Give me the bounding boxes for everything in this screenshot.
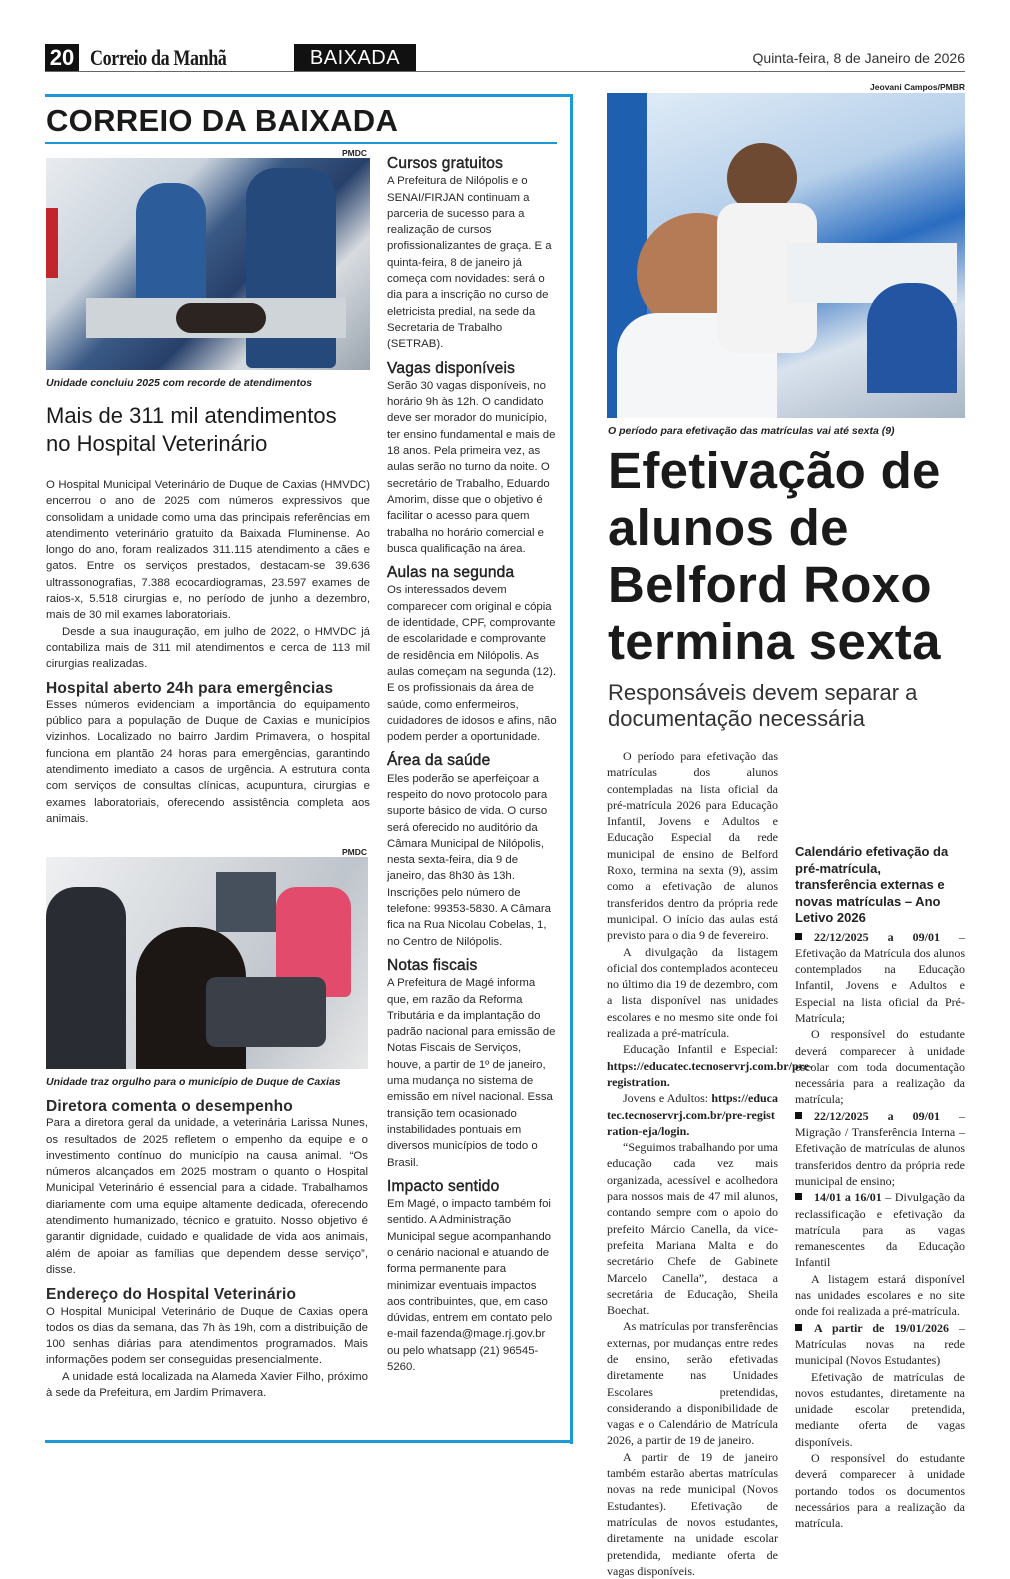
note-title: Aulas na segunda xyxy=(387,564,515,582)
calendar-text: – Efetivação da Matrícula dos alunos contemplados na Educação Infantil, Jovens e Adultos e Especial na lista oficial da Pré-Matrícula; xyxy=(795,929,965,1025)
vet-clinic-photo xyxy=(46,158,370,370)
calendar-heading: Calendário efetivação da pré-matrícula, transferência externas e novas matrículas – Ano Letivo 2026 xyxy=(795,844,949,925)
bullet-icon xyxy=(795,933,802,940)
note-text: Em Magé, o impacto também foi sentido. A Administração Municipal segue acompanhando o cenário nacional e atuando de forma permanente para minimizar eventuais impactos aos contribuintes, que, em caso dúvidas, entrem em contato pelo e-mail fazenda@mage.rj.gov.br ou pelo whatsapp (21) 96545-5260. xyxy=(387,1198,553,1374)
note-title: Vagas disponíveis xyxy=(387,359,516,377)
vet-exam-photo xyxy=(46,857,368,1069)
calendar-note: A listagem estará disponível nas unidades escolares e no site onde foi realizada a pré-matrícula. xyxy=(795,1271,965,1319)
note-title: Impacto sentido xyxy=(387,1177,500,1195)
note-title: Área da saúde xyxy=(387,752,491,770)
note-text: Os interessados devem comparecer com original e cópia de identidade, CPF, comprovante de escolaridade e comprovante de residência em Nilópolis. As aulas começam na segunda (12). E os profissionais da área de saúde, como enfermeiros, cuidadores de idosos e afins, não podem perder a oportunidade. xyxy=(387,584,557,744)
box-bottom-border xyxy=(45,1440,573,1443)
main-article-col2 xyxy=(795,830,965,1531)
closing-paragraph: O responsível do estudante deverá comparecer à unidade portando todos os documentos necessários para a realização da matrícula. xyxy=(795,1451,965,1531)
hospital-article-continued xyxy=(46,1099,368,1401)
main-headline: Efetivação de alunos de Belford Roxo termina sexta xyxy=(608,442,941,670)
photo-caption: O período para efetivação das matrículas vai até sexta (9) xyxy=(608,425,895,437)
students-classroom-photo xyxy=(607,93,965,418)
article-headline: Mais de 311 mil atendimentos no Hospital Veterinário xyxy=(46,403,337,456)
article-paragraph: “Seguimos trabalhando por uma educação cada vez mais organizada, acessível e acolhedora para nossos mais de 47 mil alunos, contando sempre com o apoio do prefeito Márcio Canella, da vice-prefeita Mariana Malta e do secretário Chefe de Gabinete Marcelo Canella”, destaca a secretária de Educação, Sheila Boechat. xyxy=(607,1140,778,1318)
main-subhead: Responsáveis devem separar a documentação necessária xyxy=(608,680,918,731)
masthead-logo: Correio da Manhã xyxy=(90,45,227,70)
subheading: Hospital aberto 24h para emergências xyxy=(46,679,334,697)
enrollment-link[interactable]: https://educatec.tecnoservrj.com.br/pre-registration. xyxy=(607,1058,814,1089)
article-paragraph: A unidade está localizada na Alameda Xavier Filho, próximo à sede da Prefeitura, em Jardim Primavera. xyxy=(46,1370,368,1400)
article-paragraph: As matrículas por transferências externas, por mudanças entre redes de ensino, serão efetivadas diretamente nas Unidades Escolares pretendidas, considerando a disponibilidade de vagas e o Calendário de Matrícula 2026, a partir de 19 de janeiro. xyxy=(607,1319,778,1448)
hospital-article xyxy=(46,402,370,827)
article-paragraph: Esses números evidenciam a importância do equipamento público para a população de Duque de Caxias e municípios vizinhos. Localizado no bairro Jardim Primavera, o hospital funciona em plantão 24 horas para emergências, garantindo atendimento imediato a casos de urgência. A estrutura conta com serviços de consultas clínicas, acupuntura, cirurgias e exames laboratoriais, oferecendo assistência completa aos animais. xyxy=(46,698,370,825)
note-title: Notas fiscais xyxy=(387,956,478,974)
calendar-note: O responsível do estudante deverá comparecer à unidade escolar com toda documentação necessária para a realização da matrícula; xyxy=(795,1027,965,1107)
link-label: Educação Infantil e Especial: xyxy=(623,1042,778,1057)
article-paragraph: O Hospital Municipal Veterinário de Duque de Caxias (HMVDC) encerrou o ano de 2025 com números expressivos que consolidam a unidade como uma das principais referências em atendimento veterinário gratuito da Baixada Fluminense. Ao longo do ano, foram realizados 311.115 atendimento a cães e gatos. Entre os serviços prestados, destacam-se 39.636 ultrassonografias, 7.388 ecocardiogramas, 23.597 exames de raios-x, 5.518 cirurgias e, no período de junho a dezembro, mais de 30 mil exames laboratoriais. xyxy=(46,479,370,622)
dateline: Quinta-feira, 8 de Janeiro de 2026 xyxy=(752,50,965,66)
calendar-date: 14/01 a 16/01 xyxy=(814,1190,882,1205)
box-title: CORREIO DA BAIXADA xyxy=(46,103,399,138)
subheading: Endereço do Hospital Veterinário xyxy=(46,1286,297,1304)
calendar-date: A partir de 19/01/2026 xyxy=(814,1320,950,1335)
section-label: BAIXADA xyxy=(294,44,416,72)
page-number: 20 xyxy=(45,44,79,72)
photo-caption: Unidade concluiu 2025 com recorde de atendimentos xyxy=(46,377,313,389)
bullet-icon xyxy=(795,1324,802,1331)
box-right-border xyxy=(570,94,573,1444)
photo-credit: Jeovani Campos/PMBR xyxy=(870,82,965,92)
calendar-text: – Migração / Transferência Interna – Efetivação de matrículas de alunos transferidos dentro da própria rede municipal de ensino; xyxy=(795,1108,965,1188)
header-rule xyxy=(45,71,965,72)
note-text: A Prefeitura de Magé informa que, em razão da Reforma Tributária e da implantação do padrão nacional para emissão de Notas Fiscais de Serviços, houve, a partir de 1º de janeiro, uma mudança no sistema de emissão em nível nacional. Essa transição tem ocasionado instabilidades pontuais em diversos municípios de todo o Brasil. xyxy=(387,977,556,1169)
article-paragraph: A divulgação da listagem oficial dos contemplados aconteceu no último dia 19 de dezembro, com a lista disponível nas unidades escolares e no mesmo site onde foi realizada a pré-matrícula. xyxy=(607,944,778,1041)
calendar-note: Efetivação de matrículas de novos estudantes, diretamente na unidade escolar pretendida, mediante oferta de vagas disponíveis. xyxy=(795,1369,965,1449)
main-article-col1 xyxy=(607,748,814,1578)
note-text: Eles poderão se aperfeiçoar a respeito do novo protocolo para suporte básico de vida. O curso será oferecido no auditório da Câmara Municipal de Nilópolis, nesta sexta-feira, dia 9 de janeiro, das 8h30 às 13h. Inscrições pelo número de telefone: 99353-5830. A Câmara fica na Rua Nicolau Cobelas, 1, no Centro de Nilópolis. xyxy=(387,772,552,948)
calendar-text: – Matrículas novas na rede municipal (Novos Estudantes) xyxy=(795,1320,965,1368)
box-title-underline xyxy=(45,142,557,144)
calendar-date: 22/12/2025 a 09/01 xyxy=(814,929,940,944)
calendar-date: 22/12/2025 a 09/01 xyxy=(814,1108,940,1123)
bullet-icon xyxy=(795,1193,802,1200)
bullet-icon xyxy=(795,1112,802,1119)
photo-credit: PMDC xyxy=(342,148,368,158)
notes-column xyxy=(387,148,557,1375)
article-paragraph: O período para efetivação das matrículas dos alunos contempladas na lista oficial da pré-matrícula 2026 para Educação Infantil, Jovens e Adultos e Educação Especial da rede municipal de ensino de Belford Roxo, termina na sexta (9), assim como a efetivação de alunos transferidos dentro da própria rede municipal. O início das aulas está previsto para o dia 9 de fevereiro. xyxy=(607,749,778,943)
article-paragraph: Para a diretora geral da unidade, a veterinária Larissa Nunes, os resultados de 2025 refletem o empenho da equipe e o investimento contínuo do município na causa animal. “Os números alcançados em 2025 mostram o quanto o Hospital Municipal Veterinário é essencial para a cidade. Trabalhamos diariamente com uma equipe altamente dedicada, oferecendo atendimento humanizado, técnico e gratuito. Nosso objetivo é garantir dignidade, cuidado e qualidade de vida aos animais, além de apoiar as famílias que dependem desse serviço”, disse. xyxy=(46,1117,368,1276)
subheading: Diretora comenta o desempenho xyxy=(46,1098,293,1115)
photo-credit: PMDC xyxy=(342,847,368,857)
box-top-border xyxy=(45,94,573,97)
photo-caption: Unidade traz orgulho para o município de Duque de Caxias xyxy=(46,1076,341,1088)
article-paragraph: A partir de 19 de janeiro também estarão abertas matrículas novas na rede municipal (Novos Estudantes). Efetivação de matrículas de novos estudantes, diretamente na unidade escolar pretendida, mediante oferta de vagas disponíveis. xyxy=(607,1449,778,1578)
note-text: A Prefeitura de Nilópolis e o SENAI/FIRJAN continuam a parceria de sucesso para a realização de cursos profissionalizantes de graça. E a quinta-feira, 8 de janeiro já começa com novidades: será o dia para a inscrição no curso de eletricista predial, na sede da Secretaria de Trabalho (SETRAB). xyxy=(387,175,552,351)
article-paragraph: O Hospital Municipal Veterinário de Duque de Caxias opera todos os dias da semana, das 7h às 19h, com a distribuição de 100 senhas diárias para atendimentos programados. Mais informações podem ser conseguidas presencialmente. xyxy=(46,1305,368,1367)
enrollment-link-eja[interactable]: https://educatec.tecnoservrj.com.br/pre-registration-eja/login. xyxy=(607,1091,779,1138)
article-paragraph: Desde a sua inauguração, em julho de 2022, o HMVDC já contabiliza mais de 311 mil atendimentos e cerca de 113 mil cirurgias realizadas. xyxy=(46,625,370,671)
note-text: Serão 30 vagas disponíveis, no horário 9h às 12h. O candidato deve ser morador do município, ter ensino fundamental e mais de 18 anos. Pela primeira vez, as aulas serão no turno da noite. O secretário de Trabalho, Eduardo Amorim, disse que o objetivo é facilitar o acesso para quem trabalha no horário comercial e busca qualificação na área. xyxy=(387,379,556,555)
link-label: Jovens e Adultos: xyxy=(623,1091,709,1106)
calendar-text: – Divulgação da reclassificação e efetivação da matrícula para as vagas remanescentes da Educação Infantil xyxy=(795,1190,966,1270)
note-title: Cursos gratuitos xyxy=(387,155,504,172)
